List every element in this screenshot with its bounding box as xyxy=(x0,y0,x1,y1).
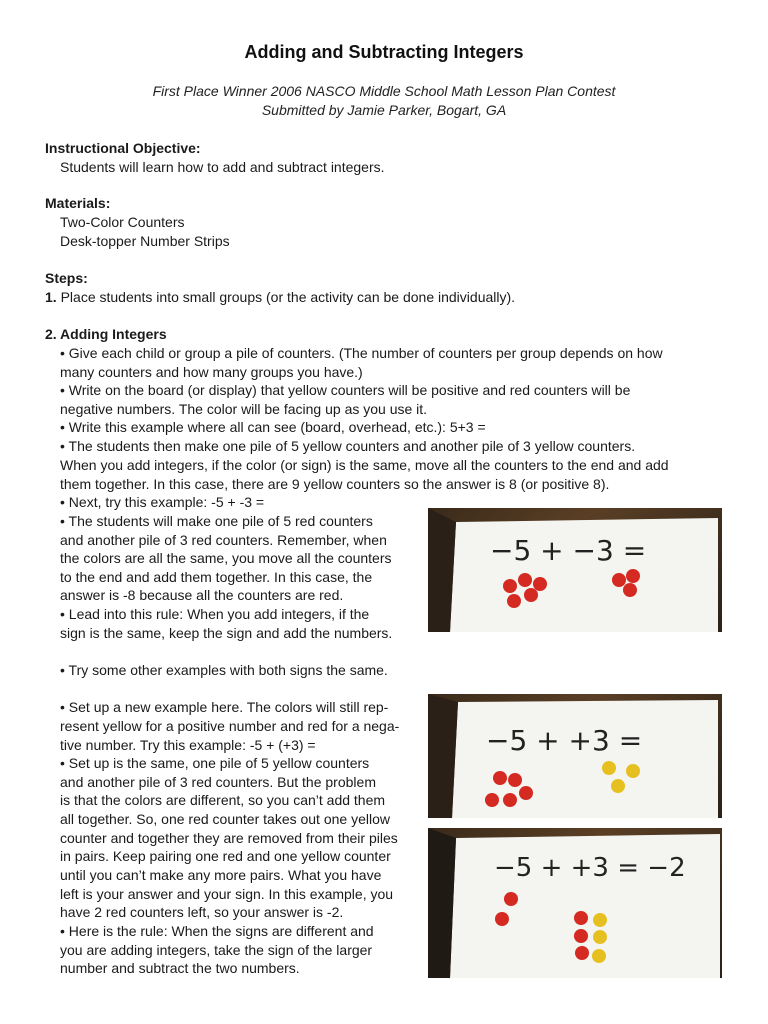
yellow-counters-paired xyxy=(592,913,607,963)
steps-heading: Steps: xyxy=(45,270,88,286)
page-title: Adding and Subtracting Integers xyxy=(244,42,524,62)
body-line: • Set up a new example here. The colors will still rep- xyxy=(60,699,389,715)
board-equation: −5 + +3 = xyxy=(486,724,643,757)
body-line: answer is -8 because all the counters are red. xyxy=(60,587,344,603)
body-line: resent yellow for a positive number and red for a nega- xyxy=(60,718,400,734)
board-equation: −5 + −3 = xyxy=(490,534,647,567)
photo-neg5-plus-neg3 xyxy=(428,508,722,632)
body-line: • Write on the board (or display) that yellow counters will be positive and red counters will be xyxy=(60,382,631,398)
body-line: many counters and how many groups you have.) xyxy=(60,364,363,380)
photo-neg5-plus-pos3-result xyxy=(428,828,722,978)
objective-heading: Instructional Objective: xyxy=(45,140,201,156)
step-1 xyxy=(45,288,515,307)
body-line: • Here is the rule: When the signs are different and xyxy=(60,923,374,939)
material-item: Desk-topper Number Strips xyxy=(60,233,230,249)
body-line: When you add integers, if the color (or sign) is the same, move all the counters to the end and add xyxy=(60,457,669,473)
body-line: • Try some other examples with both signs the same. xyxy=(60,662,388,678)
subtitle-contest: First Place Winner 2006 NASCO Middle School Math Lesson Plan Contest xyxy=(152,83,616,99)
body-line: • Set up is the same, one pile of 5 yellow counters xyxy=(60,755,370,771)
photo-neg5-plus-pos3 xyxy=(428,694,722,818)
step-1-text: Place students into small groups (or the activity can be done individually). xyxy=(60,289,516,305)
body-line: left is your answer and your sign. In this example, you xyxy=(60,886,394,902)
body-line: to the end and add them together. In this case, the xyxy=(60,569,373,585)
counters-photo-3 xyxy=(428,828,722,978)
materials-heading: Materials: xyxy=(45,195,111,211)
body-line: is that the colors are different, so you can’t add them xyxy=(60,792,386,808)
material-item: Two-Color Counters xyxy=(60,214,185,230)
board-equation: −5 + +3 = −2 xyxy=(494,853,686,883)
subtitle-author: Submitted by Jamie Parker, Bogart, GA xyxy=(261,102,507,118)
body-line: • The students then make one pile of 5 yellow counters and another pile of 3 yellow counters. xyxy=(60,438,636,454)
body-line: • Give each child or group a pile of counters. (The number of counters per group depends on how xyxy=(60,345,663,361)
body-line: negative numbers. The color will be facing up as you use it. xyxy=(60,401,428,417)
body-line: • The students will make one pile of 5 red counters xyxy=(60,513,373,529)
body-line: and another pile of 3 red counters. But the problem xyxy=(60,774,376,790)
counters-photo-2 xyxy=(428,694,722,818)
counters-photo-1 xyxy=(428,508,722,632)
objective-text: Students will learn how to add and subtract integers. xyxy=(60,159,385,175)
step-1-number: 1. xyxy=(45,289,57,305)
body-line: all together. So, one red counter takes out one yellow xyxy=(60,811,390,827)
body-line: number and subtract the two numbers. xyxy=(60,960,300,976)
body-line: counter and together they are removed from their piles xyxy=(60,830,398,846)
body-line: in pairs. Keep pairing one red and one yellow counter xyxy=(60,848,391,864)
body-line: • Lead into this rule: When you add integers, if the xyxy=(60,606,370,622)
body-line: • Write this example where all can see (board, overhead, etc.): 5+3 = xyxy=(60,419,486,435)
body-line: have 2 red counters left, so your answer is -2. xyxy=(60,904,344,920)
body-line: • Next, try this example: -5 + -3 = xyxy=(60,494,265,510)
body-line: tive number. Try this example: -5 + (+3) = xyxy=(60,737,316,753)
body-line: until you can’t make any more pairs. What you have xyxy=(60,867,382,883)
body-line: sign is the same, keep the sign and add the numbers. xyxy=(60,625,393,641)
body-line: and another pile of 3 red counters. Remember, when xyxy=(60,532,387,548)
body-line: you are adding integers, take the sign of the larger xyxy=(60,942,373,958)
red-counters-paired xyxy=(574,911,589,960)
body-line: them together. In this case, there are 9 yellow counters so the answer is 8 (or positive 8). xyxy=(60,476,610,492)
body-line: the colors are all the same, you move all the counters xyxy=(60,550,392,566)
step-2-heading: 2. Adding Integers xyxy=(45,326,167,342)
